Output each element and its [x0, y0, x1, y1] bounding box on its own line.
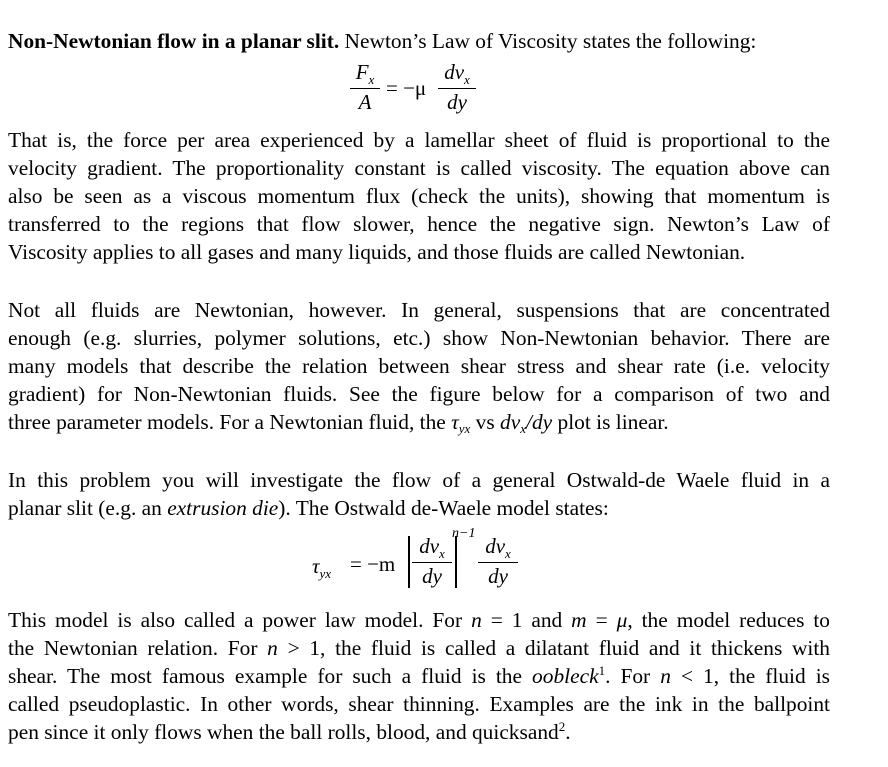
para4-l5-a: pen since it only flows when the ball rolls, blood, and quicksand [8, 720, 559, 744]
area-symbol: A [358, 90, 372, 114]
eq2-dvx-subscript: x [505, 546, 511, 561]
eq2-operator: = −m [350, 552, 396, 576]
para1-line-4: transferred to the regions that flow slower, hence the negative sign. Newton’s Law of [8, 212, 830, 236]
force-over-area-fraction [350, 60, 380, 114]
newton-viscosity-equation [348, 60, 488, 124]
tau-yx [312, 554, 331, 579]
dvx-subscript: x [464, 72, 470, 87]
para2-line-1: Not all fluids are Newtonian, however. In general, suspensions that are concentrated [8, 298, 830, 322]
para1-line-3: also be seen as a viscous momentum flux (check the units), showing that momentum is [8, 184, 830, 208]
eq2-abs-dy: dy [422, 564, 442, 588]
n-symbol-3: n [660, 664, 671, 688]
para1-line-2: velocity gradient. The proportionality constant is called viscosity. The equation above can [8, 156, 830, 180]
para1-line-1: That is, the force per area experienced by a lamellar sheet of fluid is proportional to the [8, 128, 830, 152]
para4-l1-b: = 1 and [481, 608, 572, 632]
section-title: Non-Newtonian flow in a planar slit. [8, 29, 340, 53]
para4-l1-c: = [586, 608, 617, 632]
power-law-equation [312, 528, 532, 600]
exponent: n−1 [452, 526, 476, 541]
mu-symbol: μ [616, 608, 628, 632]
force-symbol: F [355, 60, 369, 84]
para1-line-5: Viscosity applies to all gases and many liquids, and those fluids are called Newtonian. [8, 240, 746, 264]
para4-line-2 [8, 634, 830, 662]
para2-line-2: enough (e.g. slurries, polymer solutions, etc.) show Non-Newtonian behavior. There are [8, 326, 830, 350]
para4-line-1 [8, 606, 830, 634]
para2-last-text-a: three parameter models. For a Newtonian fluid, the [8, 410, 452, 434]
para1-intro: Newton’s Law of Viscosity states the following: [339, 29, 757, 53]
m-symbol: m [571, 608, 587, 632]
velocity-gradient-fraction [438, 60, 476, 114]
eq2-abs-dvx-subscript: x [439, 546, 445, 561]
velocity-gradient-fraction-2 [478, 534, 518, 588]
oobleck-term: oobleck [532, 664, 599, 688]
para4-line-4: called pseudoplastic. In other words, shear thinning. Examples are the ink in the ballpoint [8, 692, 830, 716]
eq2-dvx: dv [485, 534, 506, 558]
eq2-abs-dvx: dv [419, 534, 440, 558]
vs-text: vs [470, 410, 501, 434]
abs-bar-right [455, 536, 457, 588]
para3-line2-a: planar slit (e.g. an [8, 496, 168, 520]
extrusion-die-term: extrusion die [167, 496, 279, 520]
para3-line-2 [8, 494, 830, 522]
eq2-dy: dy [488, 564, 508, 588]
para2-last-text-b: plot is linear. [552, 410, 669, 434]
dvx-inline-subscript: x [520, 421, 527, 436]
tau-symbol: τ [451, 410, 459, 434]
para4-l5-b: . [565, 720, 571, 744]
para4-l2-b: > 1, the fluid is called a dilatant fluid and it thickens with [277, 636, 830, 660]
para4-l1-d: , the model reduces to [627, 608, 830, 632]
para3-line2-b: ). The Ostwald de-Waele model states: [278, 496, 609, 520]
tau-subscript: yx [458, 421, 471, 436]
para4-line-3 [8, 662, 830, 690]
n-symbol: n [471, 608, 482, 632]
dvx-inline: dv [500, 410, 521, 434]
para2-line-4: gradient) for Non-Newtonian fluids. See the figure below for a comparison of two and [8, 382, 830, 406]
footnote-1-marker: 1 [598, 662, 606, 678]
para4-l3-b: . For [605, 664, 661, 688]
eq2-tau-subscript: yx [319, 566, 332, 581]
abs-bar-left [408, 536, 410, 588]
abs-fraction [412, 534, 452, 588]
eq1-operator: = −μ [386, 76, 427, 100]
footnote-2-marker: 2 [558, 718, 566, 734]
dvx-symbol: dv [444, 60, 465, 84]
dy-inline: /dy [526, 410, 553, 434]
n-symbol-2: n [267, 636, 278, 660]
para2-line-3: many models that describe the relation between shear stress and shear rate (i.e. velocity [8, 354, 830, 378]
para4-line-5 [8, 718, 830, 746]
force-subscript: x [368, 72, 375, 87]
para1-intro-line [8, 27, 830, 55]
para3-line-1: In this problem you will investigate the flow of a general Ostwald-de Waele fluid in a [8, 468, 830, 492]
para4-l3-c: < 1, the fluid is [670, 664, 830, 688]
eq2-tau-symbol: τ [312, 554, 320, 578]
para4-l2-a: the Newtonian relation. For [8, 636, 268, 660]
para4-l3-a: shear. The most famous example for such a fluid is the [8, 664, 533, 688]
dy-symbol: dy [447, 90, 467, 114]
para4-l1-a: This model is also called a power law model. For [8, 608, 472, 632]
para2-line-5 [8, 408, 830, 439]
